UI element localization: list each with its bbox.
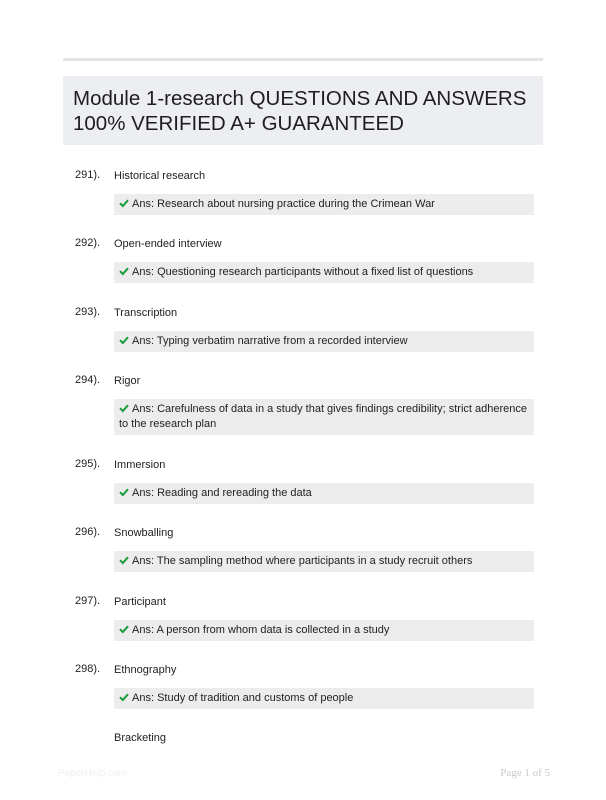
answer-text: Ans: Reading and rereading the data xyxy=(132,487,312,499)
answer-text: Ans: A person from whom data is collected in a study xyxy=(132,624,390,636)
footer-watermark: PaperHelp.com xyxy=(58,768,127,779)
title-box xyxy=(63,76,543,145)
answer-text: Ans: Carefulness of data in a study that gives findings credibility; strict adherence to the research plan xyxy=(119,403,527,430)
answer-text: Ans: Typing verbatim narrative from a recorded interview xyxy=(132,335,408,347)
question-text: Transcription xyxy=(114,307,178,319)
check-icon xyxy=(119,555,129,565)
answer-box xyxy=(114,483,534,504)
page-title: Module 1-research QUESTIONS AND ANSWERS 100% VERIFIED A+ GUARANTEED xyxy=(73,87,527,135)
answer-box xyxy=(114,688,534,709)
answer-box xyxy=(114,620,534,641)
question-text: Immersion xyxy=(114,459,166,471)
answer-text: Ans: Questioning research participants without a fixed list of questions xyxy=(132,266,474,278)
check-icon xyxy=(119,487,129,497)
question-text: Ethnography xyxy=(114,664,177,676)
question-number: 291). xyxy=(75,169,101,181)
question-number: 297). xyxy=(75,595,101,607)
answer-text: Ans: The sampling method where participants in a study recruit others xyxy=(132,555,473,567)
check-icon xyxy=(119,198,129,208)
question-number: 292). xyxy=(75,237,101,249)
check-icon xyxy=(119,266,129,276)
question-text: Participant xyxy=(114,596,166,608)
answer-box xyxy=(114,194,534,215)
answer-box xyxy=(114,551,534,572)
check-icon xyxy=(119,335,129,345)
page-number: Page 1 of 5 xyxy=(500,767,550,779)
answer-text: Ans: Research about nursing practice during the Crimean War xyxy=(132,198,435,210)
question-number: 295). xyxy=(75,458,101,470)
top-rule xyxy=(63,58,543,61)
question-text: Rigor xyxy=(114,375,141,387)
check-icon xyxy=(119,403,129,413)
answer-box xyxy=(114,262,534,283)
question-number: 293). xyxy=(75,306,101,318)
question-text: Snowballing xyxy=(114,527,174,539)
check-icon xyxy=(119,692,129,702)
answer-text: Ans: Study of tradition and customs of people xyxy=(132,692,354,704)
check-icon xyxy=(119,624,129,634)
question-text: Open-ended interview xyxy=(114,238,222,250)
question-number: 298). xyxy=(75,663,101,675)
question-number: 296). xyxy=(75,526,101,538)
answer-box xyxy=(114,399,534,435)
answer-box xyxy=(114,331,534,352)
question-text: Historical research xyxy=(114,170,206,182)
question-text: Bracketing xyxy=(114,732,166,744)
question-number: 294). xyxy=(75,374,101,386)
